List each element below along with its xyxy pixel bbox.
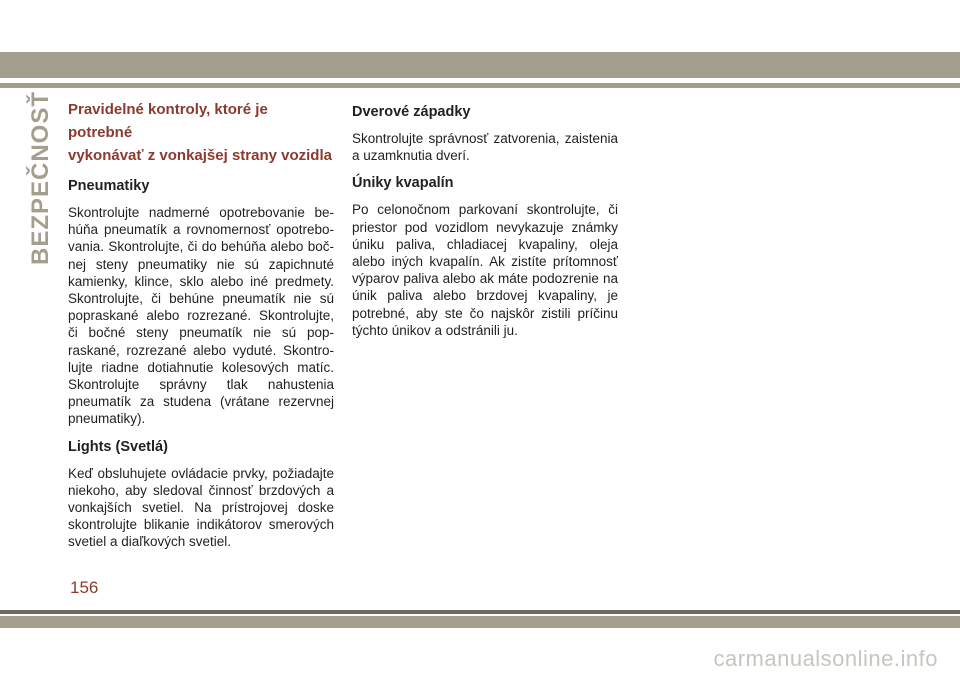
- page-title-line1: Pravidelné kontroly, ktoré je potrebné: [68, 101, 268, 141]
- watermark: carmanualsonline.info: [713, 646, 938, 671]
- fluid-leaks-heading: Úniky kvapalín: [352, 175, 454, 192]
- fluid-leaks-paragraph: Po celonočnom parkovaní skontrolujte, či priestor pod vozidlom nevykazuje známky úniku paliva, chladiacej kvapaliny, oleja alebo iných kvapalín. Ak zistíte prítomnosť výparov paliva alebo ak máte podozrenie na únik paliva alebo brzdovej kvapaliny, je potrebné, aby ste čo najskôr zistili príčinu týchto únikov a odstránili ju.: [352, 202, 618, 338]
- right-column: [352, 98, 618, 348]
- page-title-line2: vykonávať z vonkajšej strany vozidla: [68, 147, 332, 164]
- footer-band: [0, 616, 960, 628]
- door-latches-heading: Dverové západky: [352, 104, 471, 120]
- lights-paragraph: Keď obsluhujete ovládacie prvky, požiadajte niekoho, aby sledoval činnosť brzdových a vonkajších svetiel. Na prístrojovej doske skontrolujte blikanie indikátorov smerových svetiel a diaľkových svetiel.: [68, 465, 334, 550]
- tires-paragraph: Skontrolujte nadmerné opotrebovanie behúňa pneumatík a rovnomernosť opotrebovania. Skontrolujte, či do behúňa alebo bočnej steny pneumatiky nie sú zapichnuté kamienky, klince, sklo alebo iné predmety. Skontrolujte, či behúne pneumatík nie sú popraskané alebo rozrezané. Skontrolujte, či bočné steny pneumatík nie sú popraskané, rozrezané alebo vyduté. Skontrolujte riadne dotiahnutie kolesových matíc. Skontrolujte správny tlak nahustenia pneumatík za studena (vrátane rezervnej pneumatiky).: [68, 205, 334, 427]
- header-band: [0, 52, 960, 78]
- tires-heading: Pneumatiky: [68, 178, 150, 194]
- footer-rule: [0, 610, 960, 614]
- page-number: 156: [70, 578, 99, 597]
- left-column: [68, 98, 334, 560]
- header-rule: [0, 83, 960, 88]
- page-title: [68, 98, 334, 167]
- door-latches-paragraph: Skontrolujte správnosť zatvorenia, zaistenia a uzamknutia dverí.: [352, 131, 618, 164]
- lights-heading: Lights (Svetlá): [68, 438, 168, 455]
- section-tab: [24, 88, 58, 268]
- section-tab-label: BEZPEČNOSŤ: [27, 90, 54, 266]
